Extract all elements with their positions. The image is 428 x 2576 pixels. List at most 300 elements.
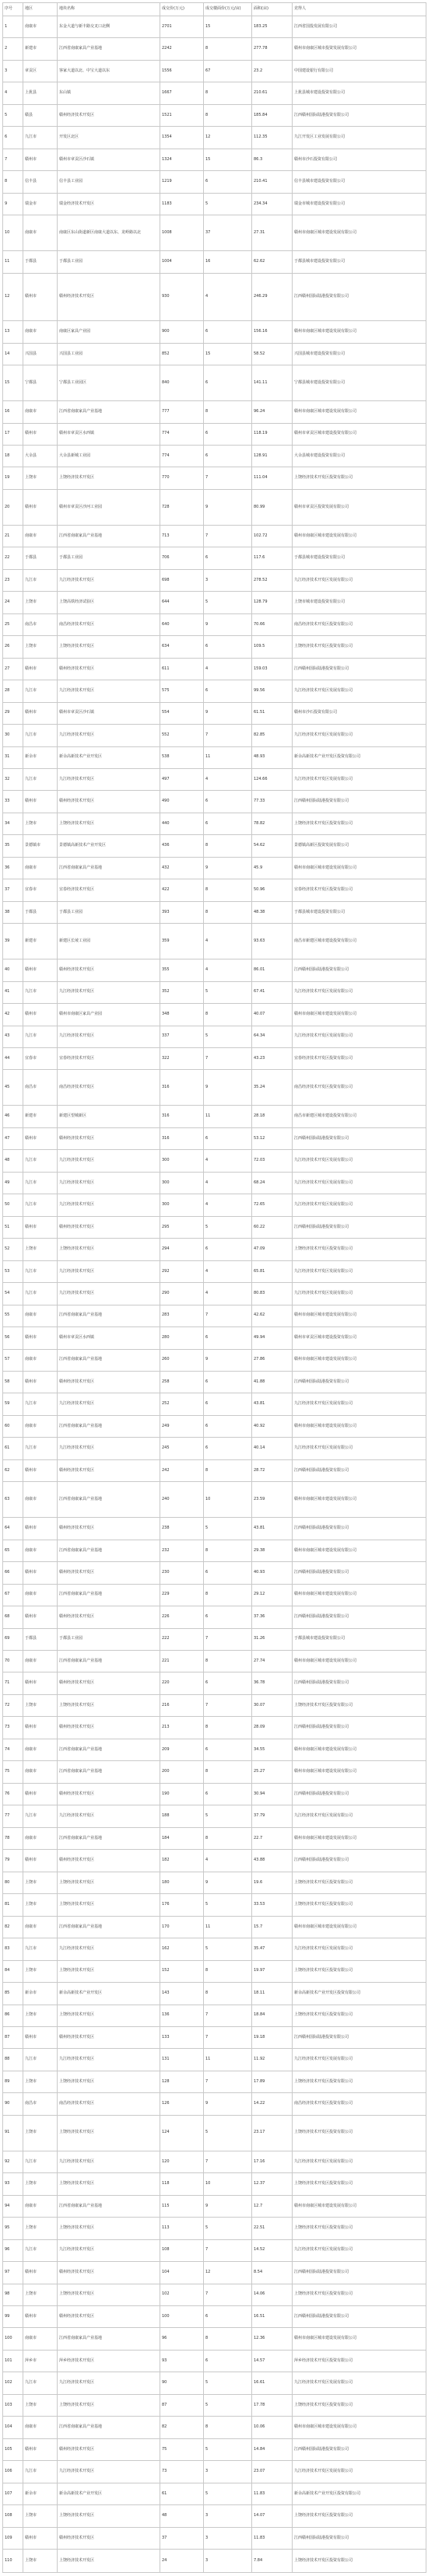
table-row xyxy=(3,1459,426,1481)
cell-plot-name: 于都县工业园 xyxy=(58,1628,160,1650)
cell-area: 40.14 xyxy=(252,1438,293,1459)
table-row xyxy=(3,2262,426,2284)
cell-buyer: 南昌经济技术开发区投资有限公司 xyxy=(293,1070,426,1106)
cell-floor-price: 8 xyxy=(204,1004,252,1026)
table-row xyxy=(3,365,426,401)
cell-plot-name: 宜春经济技术开发区 xyxy=(58,879,160,901)
cell-index: 11 xyxy=(3,251,23,273)
cell-region: 赣州市 xyxy=(23,149,58,170)
cell-floor-price: 6 xyxy=(204,1783,252,1805)
cell-floor-price: 6 xyxy=(204,1327,252,1349)
cell-buyer: 赣州市南康区城市建设发展有限公司 xyxy=(293,1305,426,1326)
cell-area: 128.79 xyxy=(252,592,293,613)
cell-region: 赣县 xyxy=(23,104,58,126)
table-row xyxy=(3,1694,426,1716)
cell-plot-name: 九江经济技术开发区 xyxy=(58,1026,160,1047)
cell-price: 184 xyxy=(160,1827,204,1849)
cell-plot-name: 江西省南康家具产业基地 xyxy=(58,2328,160,2350)
cell-region: 南康市 xyxy=(23,1761,58,1783)
cell-region: 上饶市 xyxy=(23,2284,58,2305)
cell-index: 106 xyxy=(3,2461,23,2483)
cell-area: 53.12 xyxy=(252,1127,293,1149)
cell-area: 43.23 xyxy=(252,1048,293,1070)
cell-price: 104 xyxy=(160,2262,204,2284)
cell-region: 九江市 xyxy=(23,1150,58,1172)
cell-area: 210.61 xyxy=(252,82,293,104)
cell-floor-price: 12 xyxy=(204,2262,252,2284)
table-row xyxy=(3,2284,426,2305)
cell-region: 南康市 xyxy=(23,1584,58,1606)
cell-area: 14.52 xyxy=(252,2239,293,2261)
cell-buyer: 九江经济技术开发区发展有限公司 xyxy=(293,1283,426,1305)
cell-plot-name: 东山镇 xyxy=(58,82,160,104)
cell-area: 25.27 xyxy=(252,1761,293,1783)
cell-area: 117.6 xyxy=(252,547,293,569)
cell-plot-name: 九江经济技术开发区 xyxy=(58,1150,160,1172)
cell-price: 930 xyxy=(160,273,204,321)
cell-price: 252 xyxy=(160,1393,204,1415)
cell-region: 南康市 xyxy=(23,857,58,879)
cell-area: 10.06 xyxy=(252,2417,293,2438)
cell-region: 赣州市 xyxy=(23,1216,58,1238)
cell-plot-name: 九江经济技术开发区 xyxy=(58,680,160,702)
cell-plot-name: 南昌经济技术开发区 xyxy=(58,2093,160,2115)
table-row xyxy=(3,1482,426,1518)
cell-index: 9 xyxy=(3,193,23,215)
cell-index: 4 xyxy=(3,82,23,104)
table-row xyxy=(3,1651,426,1672)
cell-buyer: 上犹县城市建设投资有限公司 xyxy=(293,82,426,104)
cell-index: 57 xyxy=(3,1349,23,1371)
cell-area: 58.52 xyxy=(252,343,293,365)
cell-plot-name: 赣州经济技术开发区 xyxy=(58,2438,160,2460)
cell-index: 86 xyxy=(3,2005,23,2026)
cell-region: 南康市 xyxy=(23,1916,58,1938)
cell-plot-name: 开发区北区 xyxy=(58,127,160,149)
cell-index: 80 xyxy=(3,1872,23,1893)
cell-price: 216 xyxy=(160,1694,204,1716)
cell-area: 17.89 xyxy=(252,2071,293,2092)
table-row xyxy=(3,1850,426,1872)
table-row xyxy=(3,215,426,251)
cell-price: 190 xyxy=(160,1783,204,1805)
cell-area: 118.19 xyxy=(252,423,293,445)
cell-plot-name: 兴国县工业园 xyxy=(58,343,160,365)
table-row xyxy=(3,1761,426,1783)
cell-region: 兴国县 xyxy=(23,343,58,365)
cell-area: 31.26 xyxy=(252,1628,293,1650)
cell-floor-price: 8 xyxy=(204,901,252,923)
cell-plot-name: 九江经济技术开发区 xyxy=(58,1194,160,1216)
cell-price: 634 xyxy=(160,636,204,658)
cell-plot-name: 九江经济技术开发区 xyxy=(58,2461,160,2483)
cell-plot-name: 赣州经济技术开发区 xyxy=(58,791,160,813)
cell-buyer: 江西赣州国际陆港投资有限公司 xyxy=(293,104,426,126)
cell-area: 49.94 xyxy=(252,1327,293,1349)
cell-area: 99.56 xyxy=(252,680,293,702)
cell-region: 赣州市 xyxy=(23,1606,58,1628)
cell-buyer: 上饶经济技术开发区投资有限公司 xyxy=(293,2005,426,2026)
cell-area: 112.35 xyxy=(252,127,293,149)
cell-floor-price: 6 xyxy=(204,791,252,813)
cell-price: 245 xyxy=(160,1438,204,1459)
cell-floor-price: 3 xyxy=(204,2527,252,2549)
cell-floor-price: 9 xyxy=(204,2195,252,2217)
cell-index: 26 xyxy=(3,636,23,658)
cell-buyer: 上饶经济技术开发区投资有限公司 xyxy=(293,1872,426,1893)
cell-area: 48.38 xyxy=(252,901,293,923)
cell-floor-price: 7 xyxy=(204,2284,252,2305)
table-row xyxy=(3,2306,426,2328)
table-row xyxy=(3,2372,426,2394)
table-row xyxy=(3,592,426,613)
cell-plot-name: 上饶经济技术开发区 xyxy=(58,1872,160,1893)
cell-floor-price: 6 xyxy=(204,547,252,569)
table-row xyxy=(3,658,426,680)
cell-price: 220 xyxy=(160,1672,204,1694)
cell-plot-name: 江西省南康家具产业基地 xyxy=(58,2195,160,2217)
cell-region: 南康市 xyxy=(23,215,58,251)
cell-floor-price: 5 xyxy=(204,2218,252,2239)
cell-region: 上饶市 xyxy=(23,2071,58,2092)
table-row xyxy=(3,1894,426,1916)
cell-area: 12.7 xyxy=(252,2195,293,2217)
cell-area: 27.86 xyxy=(252,1349,293,1371)
cell-buyer: 上饶经济技术开发区投资有限公司 xyxy=(293,2115,426,2151)
cell-region: 九江市 xyxy=(23,1026,58,1047)
cell-region: 南昌市 xyxy=(23,1070,58,1106)
cell-index: 110 xyxy=(3,2550,23,2573)
cell-buyer: 江西赣州国际陆港投资有限公司 xyxy=(293,2026,426,2048)
cell-region: 新余市 xyxy=(23,2483,58,2504)
cell-index: 79 xyxy=(3,1850,23,1872)
cell-area: 27.74 xyxy=(252,1651,293,1672)
table-row xyxy=(3,446,426,467)
cell-region: 赣州市 xyxy=(23,1459,58,1481)
cell-area: 43.81 xyxy=(252,1518,293,1540)
cell-area: 78.82 xyxy=(252,813,293,834)
cell-region: 上饶市 xyxy=(23,2005,58,2026)
cell-floor-price: 9 xyxy=(204,1070,252,1106)
cell-floor-price: 8 xyxy=(204,1584,252,1606)
cell-plot-name: 上饶经济技术开发区 xyxy=(58,2115,160,2151)
cell-floor-price: 6 xyxy=(204,1562,252,1584)
header-cell-area: 面积(亩) xyxy=(252,3,293,16)
cell-index: 24 xyxy=(3,592,23,613)
cell-region: 南康市 xyxy=(23,525,58,547)
cell-price: 73 xyxy=(160,2461,204,2483)
cell-buyer: 上饶经济技术开发区投资有限公司 xyxy=(293,2284,426,2305)
cell-index: 38 xyxy=(3,901,23,923)
cell-plot-name: 新余高新技术产业开发区 xyxy=(58,2483,160,2504)
header-cell-price: 成交价(万元) xyxy=(160,3,204,16)
cell-floor-price: 8 xyxy=(204,1827,252,1849)
cell-price: 120 xyxy=(160,2151,204,2172)
cell-index: 41 xyxy=(3,981,23,1003)
cell-price: 283 xyxy=(160,1305,204,1326)
cell-region: 九江市 xyxy=(23,2461,58,2483)
cell-index: 54 xyxy=(3,1283,23,1305)
cell-price: 292 xyxy=(160,1260,204,1282)
cell-region: 宜春市 xyxy=(23,879,58,901)
cell-area: 19.97 xyxy=(252,1960,293,1982)
cell-index: 32 xyxy=(3,768,23,790)
cell-buyer: 九江经济技术开发区发展有限公司 xyxy=(293,1150,426,1172)
cell-plot-name: 上饶经济技术开发区 xyxy=(58,1960,160,1982)
cell-price: 232 xyxy=(160,1540,204,1561)
cell-floor-price: 10 xyxy=(204,1482,252,1518)
cell-floor-price: 6 xyxy=(204,2350,252,2372)
cell-region: 上饶市 xyxy=(23,2173,58,2195)
cell-price: 90 xyxy=(160,2372,204,2394)
cell-buyer: 大余县城市建设投资有限公司 xyxy=(293,446,426,467)
table-row xyxy=(3,127,426,149)
cell-region: 上饶市 xyxy=(23,2115,58,2151)
cell-area: 246.29 xyxy=(252,273,293,321)
cell-price: 222 xyxy=(160,1628,204,1650)
cell-price: 136 xyxy=(160,2005,204,2026)
cell-index: 33 xyxy=(3,791,23,813)
cell-index: 70 xyxy=(3,1651,23,1672)
cell-plot-name: 江西省南康家具产业基地 xyxy=(58,1415,160,1437)
cell-buyer: 九江经济技术开发区发展有限公司 xyxy=(293,1805,426,1827)
cell-plot-name: 江西省南康家具产业基地 xyxy=(58,1584,160,1606)
cell-area: 8.54 xyxy=(252,2262,293,2284)
cell-index: 87 xyxy=(3,2026,23,2048)
cell-plot-name: 上饶经济技术开发区 xyxy=(58,813,160,834)
table-row xyxy=(3,2195,426,2217)
cell-floor-price: 7 xyxy=(204,2005,252,2026)
cell-index: 3 xyxy=(3,60,23,82)
cell-plot-name: 于都县工业园 xyxy=(58,547,160,569)
cell-index: 97 xyxy=(3,2262,23,2284)
cell-area: 11.92 xyxy=(252,2049,293,2071)
cell-price: 200 xyxy=(160,1761,204,1783)
cell-buyer: 九江经济技术开发区发展有限公司 xyxy=(293,981,426,1003)
cell-price: 900 xyxy=(160,321,204,343)
table-row xyxy=(3,1783,426,1805)
table-row xyxy=(3,149,426,170)
cell-index: 101 xyxy=(3,2350,23,2372)
cell-price: 229 xyxy=(160,1584,204,1606)
cell-area: 14.07 xyxy=(252,2505,293,2527)
cell-region: 南康市 xyxy=(23,1349,58,1371)
header-cell-plot-name: 地块名称 xyxy=(58,3,160,16)
cell-floor-price: 7 xyxy=(204,2239,252,2261)
cell-buyer: 萍乡经济技术开发区投资有限公司 xyxy=(293,2350,426,2372)
cell-region: 赣州市 xyxy=(23,2262,58,2284)
table-row xyxy=(3,1216,426,1238)
cell-area: 183.25 xyxy=(252,16,293,38)
cell-price: 24 xyxy=(160,2550,204,2573)
cell-plot-name: 赣州经济技术开发区 xyxy=(58,1850,160,1872)
cell-area: 159.03 xyxy=(252,658,293,680)
cell-region: 宜春市 xyxy=(23,1048,58,1070)
cell-region: 南康市 xyxy=(23,1415,58,1437)
cell-buyer: 上饶经济技术开发区投资有限公司 xyxy=(293,2505,426,2527)
cell-index: 105 xyxy=(3,2438,23,2460)
cell-floor-price: 6 xyxy=(204,813,252,834)
cell-buyer: 九江经济技术开发区发展有限公司 xyxy=(293,1393,426,1415)
cell-area: 60.22 xyxy=(252,1216,293,1238)
cell-floor-price: 6 xyxy=(204,1415,252,1437)
cell-plot-name: 赣州经济技术开发区 xyxy=(58,1562,160,1584)
cell-floor-price: 11 xyxy=(204,1916,252,1938)
cell-floor-price: 7 xyxy=(204,725,252,746)
cell-floor-price: 3 xyxy=(204,2550,252,2573)
cell-buyer: 江西赣州国际陆港投资有限公司 xyxy=(293,2262,426,2284)
cell-floor-price: 11 xyxy=(204,746,252,768)
cell-price: 128 xyxy=(160,2071,204,2092)
cell-price: 644 xyxy=(160,592,204,613)
cell-region: 赣州市 xyxy=(23,791,58,813)
cell-price: 93 xyxy=(160,2350,204,2372)
cell-buyer: 赣州市章贡区城市建设投资有限公司 xyxy=(293,1327,426,1349)
cell-area: 72.03 xyxy=(252,1150,293,1172)
cell-buyer: 上饶经济技术开发区投资有限公司 xyxy=(293,2550,426,2573)
cell-region: 南康市 xyxy=(23,401,58,423)
cell-price: 182 xyxy=(160,1850,204,1872)
cell-region: 上饶市 xyxy=(23,813,58,834)
cell-index: 74 xyxy=(3,1739,23,1760)
cell-price: 554 xyxy=(160,702,204,724)
table-row xyxy=(3,1916,426,1938)
cell-area: 50.96 xyxy=(252,879,293,901)
cell-index: 93 xyxy=(3,2173,23,2195)
cell-area: 29.12 xyxy=(252,1584,293,1606)
cell-floor-price: 7 xyxy=(204,467,252,489)
cell-index: 108 xyxy=(3,2505,23,2527)
cell-buyer: 赣州市南康区城市建设发展有限公司 xyxy=(293,2417,426,2438)
table-row xyxy=(3,1960,426,1982)
table-row xyxy=(3,2026,426,2048)
cell-index: 53 xyxy=(3,1260,23,1282)
cell-price: 436 xyxy=(160,835,204,857)
cell-region: 赣州市 xyxy=(23,1127,58,1149)
table-row xyxy=(3,1070,426,1106)
header-cell-index: 序号 xyxy=(3,3,23,16)
cell-region: 上饶市 xyxy=(23,2505,58,2527)
cell-region: 南康市 xyxy=(23,1482,58,1518)
cell-area: 67.41 xyxy=(252,981,293,1003)
table-row xyxy=(3,924,426,959)
cell-buyer: 江西赣州国际陆港投资有限公司 xyxy=(293,1371,426,1393)
cell-floor-price: 5 xyxy=(204,1805,252,1827)
cell-area: 234.34 xyxy=(252,193,293,215)
cell-index: 67 xyxy=(3,1584,23,1606)
cell-plot-name: 新建区望城新区 xyxy=(58,1106,160,1127)
cell-price: 440 xyxy=(160,813,204,834)
cell-area: 23.2 xyxy=(252,60,293,82)
cell-region: 南康市 xyxy=(23,1827,58,1849)
cell-price: 226 xyxy=(160,1606,204,1628)
cell-floor-price: 8 xyxy=(204,401,252,423)
table-row xyxy=(3,1672,426,1694)
cell-index: 56 xyxy=(3,1327,23,1349)
cell-region: 南康市 xyxy=(23,1540,58,1561)
cell-price: 290 xyxy=(160,1283,204,1305)
cell-floor-price: 16 xyxy=(204,251,252,273)
cell-price: 230 xyxy=(160,1562,204,1584)
cell-price: 1324 xyxy=(160,149,204,170)
cell-region: 九江市 xyxy=(23,1938,58,1960)
cell-plot-name: 赣州经济技术开发区 xyxy=(58,1606,160,1628)
cell-index: 48 xyxy=(3,1150,23,1172)
cell-plot-name: 赣州经济技术开发区 xyxy=(58,1783,160,1805)
cell-buyer: 信丰县城市建设投资有限公司 xyxy=(293,171,426,193)
cell-index: 13 xyxy=(3,321,23,343)
table-row xyxy=(3,1127,426,1149)
cell-index: 37 xyxy=(3,879,23,901)
cell-plot-name: 赣州市章贡区沙石镇 xyxy=(58,702,160,724)
cell-buyer: 九江经济技术开发区发展有限公司 xyxy=(293,1438,426,1459)
cell-buyer: 江西赣州国际陆港投资有限公司 xyxy=(293,1518,426,1540)
table-row xyxy=(3,104,426,126)
table-row xyxy=(3,768,426,790)
cell-index: 58 xyxy=(3,1371,23,1393)
table-row xyxy=(3,1584,426,1606)
cell-area: 28.09 xyxy=(252,1717,293,1739)
table-row xyxy=(3,321,426,343)
cell-area: 54.62 xyxy=(252,835,293,857)
cell-floor-price: 5 xyxy=(204,2115,252,2151)
table-row xyxy=(3,1172,426,1194)
cell-floor-price: 7 xyxy=(204,1305,252,1326)
cell-floor-price: 5 xyxy=(204,1938,252,1960)
cell-index: 2 xyxy=(3,38,23,60)
cell-region: 宁都县 xyxy=(23,365,58,401)
table-row xyxy=(3,1349,426,1371)
cell-region: 南昌市 xyxy=(23,613,58,635)
cell-area: 124.66 xyxy=(252,768,293,790)
cell-floor-price: 4 xyxy=(204,1194,252,1216)
cell-floor-price: 3 xyxy=(204,2505,252,2527)
cell-price: 1354 xyxy=(160,127,204,149)
cell-region: 九江市 xyxy=(23,1283,58,1305)
cell-floor-price: 6 xyxy=(204,1393,252,1415)
table-row xyxy=(3,1628,426,1650)
cell-floor-price: 12 xyxy=(204,127,252,149)
cell-index: 39 xyxy=(3,924,23,959)
cell-buyer: 于都县城市建设投资有限公司 xyxy=(293,547,426,569)
cell-plot-name: 上饶经济技术开发区 xyxy=(58,1694,160,1716)
cell-index: 5 xyxy=(3,104,23,126)
cell-area: 96.24 xyxy=(252,401,293,423)
cell-buyer: 中国建设银行有限公司 xyxy=(293,60,426,82)
cell-index: 104 xyxy=(3,2417,23,2438)
cell-price: 840 xyxy=(160,365,204,401)
cell-area: 210.41 xyxy=(252,171,293,193)
table-row xyxy=(3,1983,426,2005)
cell-plot-name: 江西省南康家具产业基地 xyxy=(58,2417,160,2438)
cell-index: 103 xyxy=(3,2394,23,2416)
cell-plot-name: 上饶经济技术开发区 xyxy=(58,2005,160,2026)
table-row xyxy=(3,613,426,635)
cell-index: 42 xyxy=(3,1004,23,1026)
cell-buyer: 上饶市城市建设投资有限公司 xyxy=(293,592,426,613)
cell-area: 19.18 xyxy=(252,2026,293,2048)
table-row xyxy=(3,38,426,60)
cell-region: 九江市 xyxy=(23,2049,58,2071)
cell-buyer: 江西赣州国际陆港投资有限公司 xyxy=(293,1216,426,1238)
cell-index: 12 xyxy=(3,273,23,321)
table-header xyxy=(3,3,426,16)
table-row xyxy=(3,193,426,215)
cell-region: 九江市 xyxy=(23,1438,58,1459)
cell-plot-name: 上饶经济技术开发区 xyxy=(58,2394,160,2416)
cell-area: 11.83 xyxy=(252,2483,293,2504)
cell-floor-price: 9 xyxy=(204,702,252,724)
